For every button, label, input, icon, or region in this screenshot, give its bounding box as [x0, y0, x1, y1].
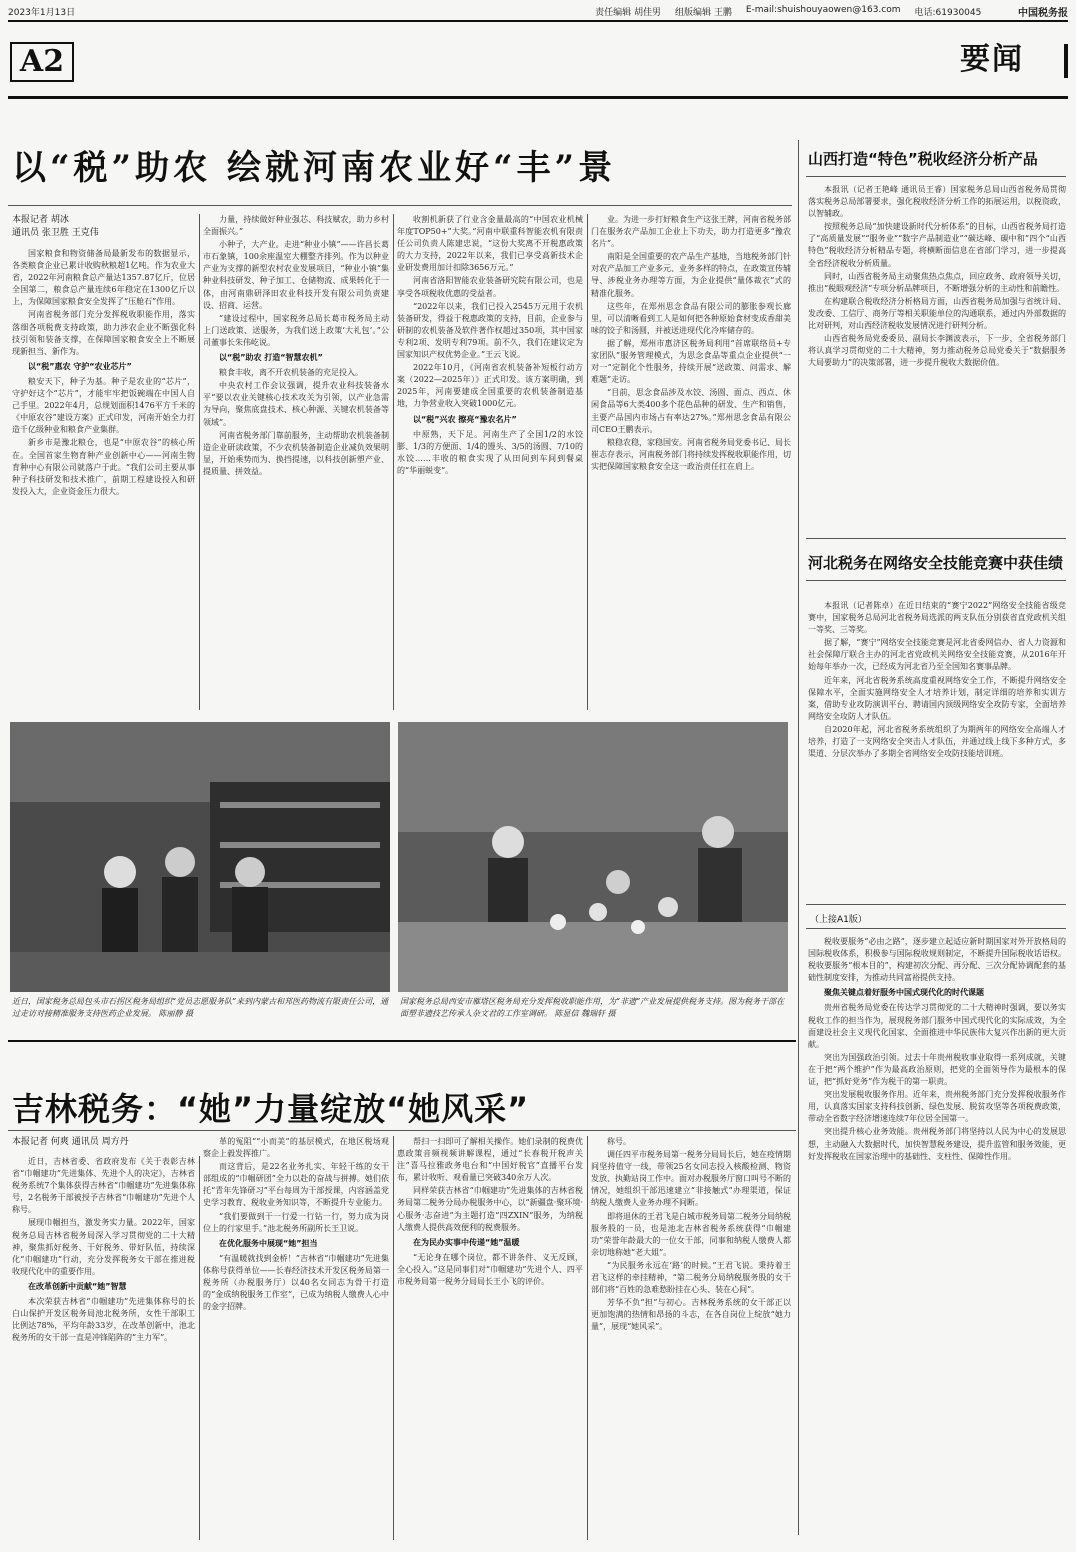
- second-col-4: 称号。 调任四平市税务局第一税务分局局长后，她在疫情期间坚持值守一线，带领25名女同志投入核酸检测、物资发放、执勤站岗工作中。面对办税服务厅窗口叫号不断的情况，她组织干部迅速建立“非接触式”办理渠道，保证纳税人缴费人业务办理不间断。 即将退休的王君飞是白城市税务局第二税务分局纳税服务股的一员，也是池北吉林省税务系统获得“巾帼建功”荣誉年龄最大的一位女干部，同事和纳税人缴费人都亲切地称她“老大姐”。 “为民服务永远在‘路’的时候。”王君飞说。秉持着王君飞这样的牵挂精神，“第二税务分局纳税服务股的女干部们将“百姓的急难愁盼挂在心头、装在心间”。 芳华不负“担”与初心。吉林税务系统的女干部正以更加饱满的热情和昂扬的斗志，在各自岗位上绽放“她力量”，展现“她风采”。: [591, 1137, 791, 1332]
- side-title-rule: [806, 176, 1066, 177]
- lead-byline-correspondents: 通讯员 张卫胜 王克伟: [12, 228, 99, 238]
- second-subhead-2: 在优化服务中展现“她”担当: [219, 1238, 318, 1248]
- side-separator: [806, 538, 1066, 539]
- page-number: A2: [10, 42, 74, 82]
- side-title-rule: [806, 580, 1066, 581]
- col-divider: [199, 1156, 200, 1540]
- photo-tax-volunteers: [10, 722, 390, 992]
- lead-byline-reporter: 本报记者 胡冰: [12, 215, 69, 225]
- lead-headline: 以“税”助农 绘就河南农业好“丰”景: [12, 148, 617, 188]
- contact-email: E-mail:shuishouyaowen@163.com: [745, 4, 901, 15]
- col-divider: [587, 1136, 588, 1540]
- photo-dough-figurines: [398, 722, 788, 992]
- responsible-editor: 责任编辑 胡佳男: [595, 7, 661, 18]
- lead-col-4: 业。为进一步打好粮食生产这张王牌，河南省税务部门在服务农产品加工企业上下功夫，助力打造更多“豫农名片”。 南阳是全国重要的农产品生产基地，当地税务部门针对农产品加工产业多元、业务多样的特点，在政策宣传辅导、涉税业务办理等方面，为企业提供“量体裁衣”式的精准化服务。 这些年，在郑州思念食品有限公司的膨胀参观长廊里，可以清晰看到工人是如何把各种原始食材变成香甜美味的饺子和汤圆，并被送进现代化冷库储存的。 据了解，郑州市惠济区税务局利用“首席联络员+专家团队”服务管理模式，为思念食品等重点企业提供“一对一”定制化个性服务，持续开展“送政策、问需求、解难题”走访。 “目前，思念食品涉及水饺、汤圆、面点、西点、休闲食品等6大类400多个花色品种的研发、生产和销售，主要产品国内市场占有率达27%。”郑州思念食品有限公司CEO王鹏表示。 粮稳农稳，家稳国安。河南省税务局党委书记、局长崔志存表示，河南税务部门将持续发挥税收职能作用，切实把保障国家粮食安全这一政治责任扛在肩上。: [591, 215, 791, 471]
- second-headline-rule: [8, 1130, 796, 1131]
- lead-subhead-2: 以“税”助农 打造“智慧农机”: [219, 353, 323, 363]
- continued-label: （上接A1版）: [810, 915, 867, 925]
- second-subhead-3: 在为民办实事中传递“她”温暖: [413, 1237, 520, 1247]
- col-divider: [393, 214, 394, 710]
- section-bar: [1064, 44, 1068, 78]
- photo-caption-right: [400, 996, 786, 1032]
- lead-col-2: 力量，持续做好种业强芯、科技赋农，助力乡村全面振兴。” 小种子，大产业。走进“种业小镇”——许昌长葛市石象镇，100余座温室大棚整齐排列。作为以种业产业为支撑的新型农村农业发展项目，“种业小镇”集种业科技研发、种子加工、仓储物流、成果转化于一体，由河南鼎研泽田农业科技开发有限公司负责建设、招商、运营。 “建设过程中，国家税务总局长葛市税务局主动上门送政策、送服务，为我们送上政策‘大礼包’。”公司董事长朱伟屹说。 以“税”助农 打造“智慧农机” 粮食丰收，离不开农机装备的充足投入。 中央农村工作会议强调，提升农业科技装备水平“要以农业关键核心技术攻关为引领，以产业急需为导向，聚焦底盘技术、核心种源、关键农机装备等领域”。 河南省税务部门靠前服务，主动帮助农机装备制造企业研读政策，不少农机装备制造企业减负效果明显，开始乘势而为、换挡提速，以科技创新塑产业、提质量、拼效益。: [203, 215, 389, 476]
- lead-subhead-1: 以“税”惠农 守护“农业芯片”: [28, 361, 132, 371]
- lead-subhead-3: 以“税”兴农 擦亮“豫农名片”: [413, 414, 517, 424]
- section-name: 要闻: [960, 42, 1024, 77]
- side-article-1-lead: 本报讯（记者王艳峰 通讯员王睿）国家税务总局山西省税务局贯彻落实税务总局部署要求，强化税收经济分析工作的拓展运用，以税资政，以智辅政。: [808, 185, 1066, 219]
- side-article-2-lead: 本报讯（记者陈卓）在近日结束的“赛宁2022”网络安全技能省级竞赛中，国家税务总局河北省税务局选派的两支队伍分别获省直党政机关组一等奖、三等奖。: [808, 601, 1066, 635]
- caption-right-text: 国家税务总局西安市雁塔区税务局充分发挥税收职能作用，为“非遗”产业发展提供税务支持。图为税务干部在面塑非遗技艺传承人杂文君的工作室调研。: [400, 997, 785, 1018]
- photo-warehouse-scene: [10, 722, 390, 992]
- continued-body: 税收要服务“必由之路”，逐步建立起适应新时期国家对外开放格局的国际税收体系，积极参与国际税收规则制定，不断提升国际税收话语权。税收要服务“根本目的”，构建初次分配、再分配、三次分配协调配套的基础性制度安排，为推动共同富裕提供支持。 聚焦关键点着好服务中国式现代化的时代课题 贵州省税务局党委在传达学习贯彻党的二十大精神时强调，要以务实税收工作的担当作为，展现税务部门服务中国式现代化的实际成效，为全面建设社会主义现代化国家、全面推进中华民族伟大复兴作出新的更大贡献。 突出为国强政治引领。过去十年贵州税收事业取得一系列成就，关键在于把“两个维护”作为最高政治原则，把党的全面领导作为最根本的保证，把“抓好党务”作为税干的第一职责。 突出发展税收服务作用。近年来，贵州税务部门充分发挥税收服务作用，认真落实国家支持科技创新、绿色发展、脱贫攻坚等各项税费政策，带动全省数字经济增速连续7年位居全国第一。 突出提升核心业务效能。贵州税务部门将坚持以人民为中心的发展思想，主动融入大数据时代，加快智慧税务建设，提升监管和服务效能，更好发挥税收在国家治理中的基础性、支柱性、保障性作用。: [808, 937, 1066, 1161]
- second-subhead-1: 在改革创新中贡献“她”智慧: [28, 1281, 127, 1291]
- second-col-2: 革的冤阻”“小而美”的基层模式，在地区税场观察企上毅发挥推广。 而这背后，是22名业务扎实、年轻干练的女干部组成的“巾帼研团”全力以赴的奋战与拼搏。她们依托“青年先锋研习”平台每周为干部授课，内容涵盖党史学习教育、税收业务知识等，不断提升专业能力。 “我们要做到干一行爱一行钻一行，努力成为岗位上的行家里手。”池北税务所副所长王卫说。 在优化服务中展现“她”担当 “有温暖就找到金桥！”吉林省“巾帼建功”先进集体称号获得单位——长春经济技术开发区税务局第一税务所（办税服务厅）以40名女同志为骨干打造的“金成纳税服务工作室”，已成为纳税人缴费人心中的金字招牌。: [203, 1137, 389, 1312]
- col-divider: [199, 214, 200, 710]
- lead-col-3: 收割机新获了行业含金量最高的“中国农业机械年度TOP50+”大奖。”河南中联重科智能农机有限责任公司负责人陈建忠说，“这份大奖离不开税惠政策的大力支持，2022年以来，我们已享受高新技术企业研发费用加计扣除3656万元。” 河南省洛阳智能农业装备研究院有限公司，也是享受各项税收优惠的受益者。 “2022年以来，我们已投入2545万元用于农机装备研发，得益于税惠政策的支持，目前，企业参与研制的农机装备及软件著作权超过350项，其中国家专利2项、发明专利79项。前不久，我们在建议定为国家知识产权优势企业。”王云飞说。 2022年10月，《河南省农机装备补短板行动方案（2022—2025年）》正式印发。该方案明确，到2025年，河南要建成全国重要的农机装备制造基地，力争营业收入突破1000亿元。 以“税”兴农 擦亮“豫农名片” 中原熟，天下足。河南生产了全国1/2的水饺膨、1/3的方便面、1/4的馒头、3/5的汤圆、7/10的水饺……丰收的粮食实现了从田间到车间到餐桌的“华丽蜕变”。: [397, 215, 583, 475]
- lead-byline: [12, 214, 192, 240]
- masthead: [8, 4, 1068, 18]
- col-divider: [587, 214, 588, 710]
- contact-phone: 电话:61930045: [914, 7, 982, 18]
- continued-rule: [806, 928, 1066, 929]
- continued-separator: [806, 904, 1066, 905]
- paper-name: 中国税务报: [1018, 7, 1068, 19]
- second-col-3: 帮扫一扫即可了解相关操作。她们录制的税费优惠政策音频视频讲解课程，通过“长春税开税声关注”喜马拉雅政务电台和“中国好税官”直播平台发布，累计收听、观看量已突破340余万人次。 同样荣获吉林省“巾帼建功”先进集体的吉林省税务局第二税务分局办税服务中心，以“新疆盘·聚环境·心服务·志奋进”为主题打造“四ZXIN”服务，为纳税人缴费人提供高效便利的税费服务。 在为民办实事中传递“她”温暖 “无论身在哪个岗位，都不讲条件、义无反顾，全心投入。”这是同事们对“巾帼建功”先进个人、四平市税务局第一税务分局局长王小飞的评价。: [397, 1137, 583, 1287]
- issue-date: 2023年1月13日: [8, 7, 76, 18]
- side-article-1-title: 山西打造“特色”税收经济分析产品: [808, 150, 1038, 168]
- side-article-1-body: 本报讯（记者王艳峰 通讯员王睿）国家税务总局山西省税务局贯彻落实税务总局部署要求，强化税收经济分析工作的拓展运用，以税资政，以智辅政。 按照税务总局“加快建设新时代分析体系”的目标，山西省税务局打造了“高质量发展”“服务业”“数字产品制造业”“碳达峰、碳中和”四个“山西特色”税收经济分析精品专题，将横断面信息在省部门学习，进一步提高全省经济税收分析质量。 同时，山西省税务局主动聚焦热点焦点，回应政务、政府领导关切，推出“税眼观经济”专项分析品牌项目，不断增强分析的主动性和前瞻性。 在构建联合税收经济分析格局方面，山西省税务局加强与省统计局、发改委、工信厅、商务厅等相关职能单位的沟通联系，通过内外部数据的比对研判，对山西经济税收发展情况进行研判分析。 山西省税务局党委委员、副局长李渊波表示，下一步，全省税务部门将认真学习贯彻党的二十大精神，努力推动税务总局党委关于“数据服务大局要助力”的决策部署，进一步提升税收大数据价值。: [808, 185, 1066, 368]
- caption-left-credit: 陈丽静 摄: [158, 1009, 194, 1018]
- right-column-divider: [798, 140, 799, 1535]
- layout-editor: 组版编辑 王鹏: [674, 7, 732, 18]
- photo-caption-left: [12, 996, 390, 1032]
- second-headline: 吉林税务：“她”力量绽放“她风采”: [12, 1090, 530, 1128]
- side-article-2-title: 河北税务在网络安全技能竞赛中获佳绩: [808, 554, 1064, 572]
- caption-right-credit: 陈显信 魏瑞轩 摄: [554, 1009, 616, 1018]
- continued-subhead: 聚焦关键点着好服务中国式现代化的时代课题: [824, 988, 984, 998]
- lead-col-1: 国家粮食和物资储备局最新发布的数据显示，各类粮食企业已累计收购秋粮超1亿吨。作为农业大省，2022年河南粮食总产量达1357.87亿斤，位居全国第二，粮食总产量连续6年稳定在1300亿斤以上，为保障国家粮食安全发挥了“压舱石”作用。 河南省税务部门充分发挥税收职能作用，落实落细各项税费支持政策，助力涉农企业不断强化科技引领和装备支撑，在保障国家粮食安全上不断展现新担当、新作为。 以“税”惠农 守护“农业芯片” 粮安天下，种子为基。种子是农业的“芯片”，守护好这个“芯片”，才能牢牢把饭碗端在中国人自己手里。2022年4月，总规划面积1476平方千米的《中原农谷”建设方案》正式印发，河南开始全力打造千亿级种业和粮食产业集群。 新乡市是豫北粮仓，也是“中原农谷”的核心所在。全国首家生物育种产业创新中心——河南生物育种中心有限公司就落户于此。“我们公司主要从事种子科技研发和技术推广，前期工程建设投入和研发投入大，企业资金压力很大。: [12, 249, 195, 496]
- photo-workshop-scene: [398, 722, 788, 992]
- side-article-2-body: 本报讯（记者陈卓）在近日结束的“赛宁2022”网络安全技能省级竞赛中，国家税务总局河北省税务局选派的两支队伍分别获省直党政机关组一等奖、三等奖。 据了解，“赛宁”网络安全技能竞赛是河北省委网信办、省人力资源和社会保障厅联合主办的河北省党政机关网络安全技能竞赛，从2016年开始每年举办一次，已经成为河北省乃至全国知名赛事品牌。 近年来，河北省税务系统高度重视网络安全工作，不断提升网络安全保障水平，全面实施网络安全人才培养计划，制定详细的培养和实训方案，借助专业攻防演训平台、聘请国内顶级网络安全攻防专家，全面培养网络安全攻防人才队伍。 自2020年起，河北省税务系统组织了为期两年的网络安全高端人才培养，打造了一支网络安全突击人才队伍，并通过线上线下多种方式，多渠道、分层次举办了多期全省网络安全攻防技能培训班。: [808, 601, 1066, 759]
- masthead-rule: [8, 20, 1068, 22]
- second-byline: 本报记者 何爽 通讯员 周方丹: [12, 1137, 129, 1147]
- second-col-1: 近日，吉林省委、省政府发布《关于表彰吉林省“巾帼建功”先进集体、先进个人的决定》，吉林省税务系统7个集体获得吉林省“巾帼建功”先进集体称号，2名税务干部被授予吉林省“巾帼建功”先进个人称号。 展现巾帼担当，激发务实力量。2022年，国家税务总局吉林省税务局深入学习贯彻党的二十大精神，聚焦抓好税务、干好税务、带好队伍，持续深化“巾帼建功”行动，充分发挥税务女干部在推进税收现代化中的重要作用。 在改革创新中贡献“她”智慧 本次荣获吉林省“巾帼建功”先进集体称号的长白山保护开发区税务局池北税务所，女性干部职工比例达78%，平均年龄33岁，在改革创新中，池北税务所的女干部一直是冲锋陷阵的“主力军”。: [12, 1157, 195, 1343]
- col-divider: [393, 1136, 394, 1540]
- section-divider: [8, 1040, 796, 1042]
- header-rule: [8, 96, 1068, 99]
- headline-rule: [8, 205, 792, 206]
- caption-left-text: 近日，国家税务总局包头市石拐区税务局组织“党员志愿服务队”来到内蒙古和邦医药物流有限责任公司，通过走访对接精准服务支持医药企业发展。: [12, 997, 389, 1018]
